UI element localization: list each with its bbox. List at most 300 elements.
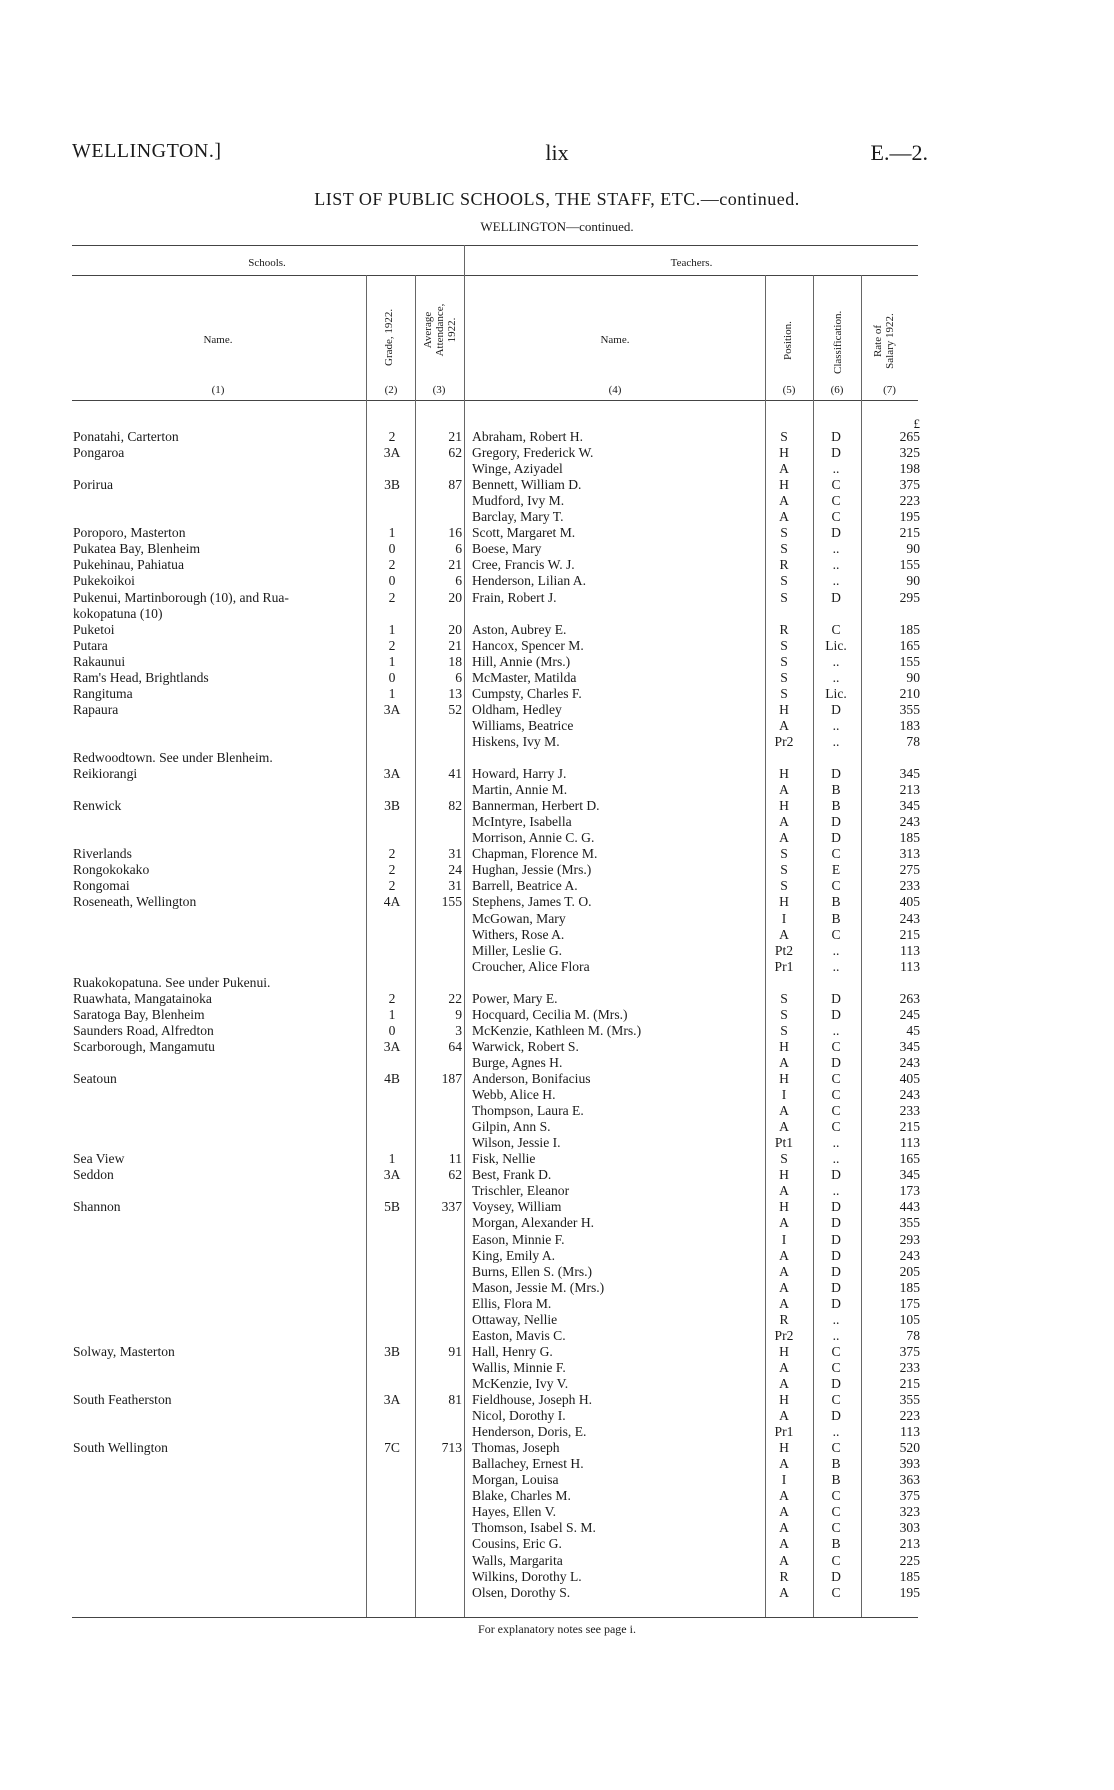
- col-number-2: (2): [384, 384, 398, 396]
- row-position: S: [780, 878, 788, 893]
- row-attendance: 22: [448, 991, 462, 1006]
- row-position: S: [780, 525, 788, 540]
- row-grade: 2: [388, 846, 396, 861]
- row-classification: D: [831, 1280, 841, 1295]
- row-position: Pr1: [774, 959, 794, 974]
- row-position: A: [779, 718, 789, 733]
- row-salary: 215: [899, 927, 920, 942]
- row-school-name: Putara: [73, 638, 108, 653]
- row-teacher-name: Barrell, Beatrice A.: [472, 878, 578, 893]
- row-teacher-name: McGowan, Mary: [472, 911, 566, 926]
- row-position: S: [780, 429, 788, 444]
- row-attendance: 62: [448, 1167, 462, 1182]
- row-grade: 0: [388, 573, 396, 588]
- row-attendance: 81: [448, 1392, 462, 1407]
- row-school-name: Shannon: [73, 1199, 121, 1214]
- row-classification: C: [831, 1039, 841, 1054]
- row-classification: D: [831, 1215, 841, 1230]
- row-teacher-name: Miller, Leslie G.: [472, 943, 563, 958]
- currency-symbol: £: [913, 416, 920, 431]
- row-classification: C: [831, 927, 841, 942]
- row-position: S: [780, 638, 788, 653]
- row-teacher-name: Fisk, Nellie: [472, 1151, 536, 1166]
- row-school-name: Rapaura: [73, 702, 119, 717]
- footnote: For explanatory notes see page i.: [478, 1622, 636, 1636]
- row-school-name: Pukenui, Martinborough (10), and Rua-: [73, 590, 289, 605]
- row-grade: 4A: [383, 894, 401, 909]
- row-teacher-name: Voysey, William: [472, 1199, 562, 1214]
- row-attendance: 21: [448, 429, 462, 444]
- row-position: A: [779, 1536, 789, 1551]
- row-position: S: [780, 590, 788, 605]
- row-teacher-name: Ballachey, Ernest H.: [472, 1456, 584, 1471]
- row-teacher-name: Hill, Annie (Mrs.): [472, 654, 571, 669]
- row-salary: 233: [899, 878, 920, 893]
- row-attendance: 187: [441, 1071, 462, 1086]
- row-classification: D: [831, 814, 841, 829]
- row-classification: Lic.: [825, 686, 847, 701]
- running-head-left: WELLINGTON.]: [72, 140, 222, 162]
- row-classification: E: [831, 862, 841, 877]
- col-number-3: (3): [432, 384, 446, 396]
- row-salary: 243: [899, 1055, 920, 1070]
- row-position: A: [779, 1520, 789, 1535]
- row-position: A: [779, 1553, 789, 1568]
- row-position: S: [780, 573, 788, 588]
- row-teacher-name: Best, Frank D.: [472, 1167, 552, 1182]
- row-school-name: Scarborough, Mangamutu: [73, 1039, 215, 1054]
- row-position: S: [780, 1007, 788, 1022]
- row-teacher-name: Boese, Mary: [472, 541, 542, 556]
- row-school-name: Saratoga Bay, Blenheim: [73, 1007, 205, 1022]
- row-school-name: Renwick: [73, 798, 122, 813]
- row-salary: 185: [899, 1569, 920, 1584]
- row-attendance: 713: [441, 1440, 462, 1455]
- row-attendance: 64: [448, 1039, 462, 1054]
- row-teacher-name: Hayes, Ellen V.: [472, 1504, 557, 1519]
- row-classification: C: [831, 1119, 841, 1134]
- row-position: H: [779, 1199, 789, 1214]
- row-position: A: [779, 1296, 789, 1311]
- row-classification: B: [831, 1472, 841, 1487]
- row-attendance: 9: [455, 1007, 462, 1022]
- row-salary: 90: [906, 670, 920, 685]
- row-salary: 245: [899, 1007, 920, 1022]
- row-classification: C: [831, 477, 841, 492]
- row-salary: 173: [899, 1183, 920, 1198]
- row-position: R: [779, 1312, 789, 1327]
- row-grade: 3A: [383, 1039, 401, 1054]
- row-classification: C: [831, 1488, 841, 1503]
- row-salary: 45: [906, 1023, 920, 1038]
- row-teacher-name: Warwick, Robert S.: [472, 1039, 579, 1054]
- row-position: S: [780, 862, 788, 877]
- row-position: H: [779, 1071, 789, 1086]
- row-attendance: 20: [448, 590, 462, 605]
- row-teacher-name: McMaster, Matilda: [472, 670, 577, 685]
- row-salary: 363: [899, 1472, 920, 1487]
- row-salary: 313: [899, 846, 920, 861]
- row-classification: B: [831, 798, 841, 813]
- row-grade: 0: [388, 1023, 396, 1038]
- row-classification: ..: [832, 943, 840, 958]
- row-salary: 215: [899, 1376, 920, 1391]
- row-teacher-name: Hancox, Spencer M.: [472, 638, 584, 653]
- page-number: lix: [545, 140, 569, 165]
- row-teacher-name: Cousins, Eric G.: [472, 1536, 562, 1551]
- row-classification: ..: [832, 1328, 840, 1343]
- row-school-name: Porirua: [73, 477, 114, 492]
- row-salary: 243: [899, 814, 920, 829]
- row-position: H: [779, 1039, 789, 1054]
- row-grade: 1: [388, 1007, 396, 1022]
- row-teacher-name: Bannerman, Herbert D.: [472, 798, 600, 813]
- row-teacher-name: Martin, Annie M.: [472, 782, 568, 797]
- row-classification: ..: [832, 718, 840, 733]
- row-attendance: 21: [448, 557, 462, 572]
- row-salary: 185: [899, 622, 920, 637]
- row-school-name: Rongomai: [73, 878, 130, 893]
- row-teacher-name: Wilkins, Dorothy L.: [472, 1569, 582, 1584]
- row-classification: C: [831, 493, 841, 508]
- page-subtitle: WELLINGTON—continued.: [480, 219, 634, 234]
- row-position: A: [779, 1280, 789, 1295]
- row-teacher-name: Blake, Charles M.: [472, 1488, 571, 1503]
- page-title: LIST OF PUBLIC SCHOOLS, THE STAFF, ETC.—continued.: [314, 189, 800, 209]
- row-salary: 375: [899, 1488, 920, 1503]
- row-grade: 2: [388, 590, 396, 605]
- row-school-name: Ponatahi, Carterton: [73, 429, 179, 444]
- row-classification: ..: [832, 734, 840, 749]
- row-position: A: [779, 1456, 789, 1471]
- row-classification: D: [831, 1167, 841, 1182]
- row-attendance: 16: [448, 525, 462, 540]
- row-grade: 2: [388, 878, 396, 893]
- row-position: Pr2: [774, 1328, 794, 1343]
- row-position: A: [779, 814, 789, 829]
- row-salary: 185: [899, 1280, 920, 1295]
- row-classification: C: [831, 878, 841, 893]
- row-classification: D: [831, 1569, 841, 1584]
- row-classification: D: [831, 1296, 841, 1311]
- row-school-name: Saunders Road, Alfredton: [73, 1023, 214, 1038]
- col-number-7: (7): [883, 384, 896, 396]
- row-grade: 0: [388, 541, 396, 556]
- row-salary: 243: [899, 1087, 920, 1102]
- row-position: H: [779, 1344, 789, 1359]
- row-teacher-name: McIntyre, Isabella: [472, 814, 572, 829]
- row-attendance: 20: [448, 622, 462, 637]
- row-school-name: Pongaroa: [73, 445, 125, 460]
- row-teacher-name: Hall, Henry G.: [472, 1344, 553, 1359]
- row-position: H: [779, 1167, 789, 1182]
- row-salary: 375: [899, 1344, 920, 1359]
- row-grade: 2: [388, 429, 396, 444]
- row-classification: D: [831, 1199, 841, 1214]
- row-teacher-name: Burge, Agnes H.: [472, 1055, 563, 1070]
- row-school-name: Ruawhata, Mangatainoka: [73, 991, 212, 1006]
- table-bottom-rule: [72, 1617, 918, 1618]
- col-header-position: Position.: [782, 321, 794, 360]
- row-classification: ..: [832, 1023, 840, 1038]
- row-salary: 215: [899, 525, 920, 540]
- row-position: S: [780, 686, 788, 701]
- row-grade: 7C: [384, 1440, 400, 1455]
- row-classification: C: [831, 509, 841, 524]
- row-position: I: [781, 1087, 787, 1102]
- row-salary: 263: [899, 991, 920, 1006]
- row-position: R: [779, 1569, 789, 1584]
- row-salary: 198: [899, 461, 920, 476]
- row-salary: 90: [906, 541, 920, 556]
- col-header-school-name: Name.: [203, 334, 233, 346]
- row-school-name: Reikiorangi: [73, 766, 138, 781]
- row-salary: 113: [900, 1424, 920, 1439]
- row-salary: 323: [899, 1504, 920, 1519]
- row-salary: 243: [899, 911, 920, 926]
- row-position: H: [779, 445, 789, 460]
- row-teacher-name: Croucher, Alice Flora: [472, 959, 590, 974]
- row-classification: ..: [832, 654, 840, 669]
- col-number-4: (4): [608, 384, 622, 396]
- row-salary: 233: [899, 1103, 920, 1118]
- row-position: Pr1: [774, 1424, 794, 1439]
- row-salary: 205: [899, 1264, 920, 1279]
- row-classification: C: [831, 846, 841, 861]
- row-salary: 225: [899, 1553, 920, 1568]
- row-salary: 275: [899, 862, 920, 877]
- col-header-attendance: Average Attendance, 1922.: [422, 303, 458, 357]
- row-grade: 3A: [383, 1167, 401, 1182]
- row-teacher-name: Henderson, Lilian A.: [472, 573, 587, 588]
- row-school-name: Seatoun: [73, 1071, 117, 1086]
- row-salary: 78: [906, 734, 920, 749]
- row-salary: 345: [899, 1039, 920, 1054]
- row-teacher-name: Trischler, Eleanor: [472, 1183, 570, 1198]
- row-position: A: [779, 1585, 789, 1600]
- row-classification: C: [831, 1103, 841, 1118]
- row-teacher-name: Abraham, Robert H.: [472, 429, 583, 444]
- row-salary: 78: [906, 1328, 920, 1343]
- row-classification: D: [831, 1408, 841, 1423]
- row-grade: 2: [388, 862, 396, 877]
- row-school-name: Pukatea Bay, Blenheim: [73, 541, 201, 556]
- row-teacher-name: Thomas, Joseph: [472, 1440, 560, 1455]
- row-classification: B: [831, 1456, 841, 1471]
- row-teacher-name: Bennett, William D.: [472, 477, 582, 492]
- row-grade: 2: [388, 557, 396, 572]
- row-salary: 325: [899, 445, 920, 460]
- row-school-name: South Wellington: [73, 1440, 168, 1455]
- row-position: S: [780, 846, 788, 861]
- row-classification: D: [831, 702, 841, 717]
- row-attendance: 62: [448, 445, 462, 460]
- row-salary: 165: [899, 638, 920, 653]
- row-classification: D: [831, 445, 841, 460]
- row-teacher-name: Eason, Minnie F.: [472, 1232, 565, 1247]
- row-salary: 375: [899, 477, 920, 492]
- row-salary: 215: [899, 1119, 920, 1134]
- col-number-1: (1): [211, 384, 225, 396]
- row-salary: 183: [899, 718, 920, 733]
- row-position: R: [779, 622, 789, 637]
- row-teacher-name: Fieldhouse, Joseph H.: [472, 1392, 593, 1407]
- row-teacher-name: King, Emily A.: [472, 1248, 556, 1263]
- row-teacher-name: Winge, Aziyadel: [472, 461, 563, 476]
- row-attendance: 3: [455, 1023, 462, 1038]
- row-position: A: [779, 1488, 789, 1503]
- row-position: A: [779, 1360, 789, 1375]
- row-grade: 2: [388, 991, 396, 1006]
- row-grade: 1: [388, 654, 396, 669]
- col-header-classification: Classification.: [832, 310, 844, 374]
- row-teacher-name: Morgan, Alexander H.: [472, 1215, 595, 1230]
- row-school-name: Pukekoikoi: [73, 573, 135, 588]
- row-salary: 223: [899, 1408, 920, 1423]
- row-classification: D: [831, 1007, 841, 1022]
- row-classification: B: [831, 1536, 841, 1551]
- group-header-schools: Schools.: [248, 257, 286, 269]
- row-teacher-name: Aston, Aubrey E.: [472, 622, 567, 637]
- row-school-name: Solway, Masterton: [73, 1344, 175, 1359]
- row-salary: 355: [899, 1392, 920, 1407]
- row-classification: ..: [832, 1183, 840, 1198]
- row-salary: 185: [899, 830, 920, 845]
- row-position: Pt2: [774, 943, 794, 958]
- row-attendance: 82: [448, 798, 462, 813]
- row-grade: 3B: [384, 1344, 400, 1359]
- row-grade: 5B: [384, 1199, 400, 1214]
- row-attendance: 6: [455, 541, 462, 556]
- row-attendance: 87: [448, 477, 462, 492]
- row-classification: D: [831, 1264, 841, 1279]
- row-classification: D: [831, 830, 841, 845]
- row-salary: 405: [899, 1071, 920, 1086]
- row-position: I: [781, 911, 787, 926]
- row-teacher-name: Olsen, Dorothy S.: [472, 1585, 571, 1600]
- row-attendance: 31: [448, 878, 462, 893]
- row-school-name: Sea View: [73, 1151, 125, 1166]
- row-teacher-name: Ottaway, Nellie: [472, 1312, 558, 1327]
- row-position: A: [779, 493, 789, 508]
- row-grade: 1: [388, 1151, 396, 1166]
- row-attendance: 6: [455, 670, 462, 685]
- row-salary: 233: [899, 1360, 920, 1375]
- row-grade: 3A: [383, 445, 401, 460]
- row-salary: 113: [900, 959, 920, 974]
- row-classification: C: [831, 1553, 841, 1568]
- row-salary: 265: [899, 429, 920, 444]
- row-classification: Lic.: [825, 638, 847, 653]
- row-teacher-name: Barclay, Mary T.: [472, 509, 564, 524]
- row-position: A: [779, 1504, 789, 1519]
- row-position: S: [780, 654, 788, 669]
- row-teacher-name: Thompson, Laura E.: [472, 1103, 584, 1118]
- row-teacher-name: Henderson, Doris, E.: [472, 1424, 587, 1439]
- row-classification: C: [831, 1392, 841, 1407]
- row-teacher-name: Cumpsty, Charles F.: [472, 686, 582, 701]
- row-classification: ..: [832, 670, 840, 685]
- row-position: A: [779, 1215, 789, 1230]
- row-teacher-name: McKenzie, Ivy V.: [472, 1376, 569, 1391]
- row-teacher-name: Easton, Mavis C.: [472, 1328, 566, 1343]
- row-position: A: [779, 461, 789, 476]
- row-classification: C: [831, 622, 841, 637]
- row-attendance: 31: [448, 846, 462, 861]
- row-position: A: [779, 1248, 789, 1263]
- row-classification: D: [831, 1248, 841, 1263]
- row-position: Pr2: [774, 734, 794, 749]
- row-salary: 175: [899, 1296, 920, 1311]
- row-position: A: [779, 1119, 789, 1134]
- row-teacher-name: Hocquard, Cecilia M. (Mrs.): [472, 1007, 628, 1022]
- row-attendance: 11: [448, 1151, 462, 1166]
- row-teacher-name: Chapman, Florence M.: [472, 846, 598, 861]
- row-school-name: Redwoodtown. See under Blenheim.: [73, 750, 273, 765]
- row-position: I: [781, 1232, 787, 1247]
- row-salary: 165: [899, 1151, 920, 1166]
- row-teacher-name: Anderson, Bonifacius: [472, 1071, 591, 1086]
- row-salary: 90: [906, 573, 920, 588]
- row-teacher-name: Power, Mary E.: [472, 991, 558, 1006]
- row-school-name: Poroporo, Masterton: [73, 525, 186, 540]
- row-school-name: Ram's Head, Brightlands: [73, 670, 209, 685]
- row-position: A: [779, 927, 789, 942]
- row-teacher-name: Thomson, Isabel S. M.: [472, 1520, 596, 1535]
- row-teacher-name: Frain, Robert J.: [472, 590, 557, 605]
- row-grade: 3A: [383, 1392, 401, 1407]
- row-attendance: 41: [448, 766, 462, 781]
- row-classification: D: [831, 590, 841, 605]
- row-school-name: Seddon: [73, 1167, 114, 1182]
- row-position: H: [779, 1440, 789, 1455]
- row-position: A: [779, 1376, 789, 1391]
- row-salary: 520: [899, 1440, 920, 1455]
- row-attendance: 24: [448, 862, 462, 877]
- row-position: A: [779, 1408, 789, 1423]
- row-teacher-name: McKenzie, Kathleen M. (Mrs.): [472, 1023, 642, 1038]
- row-position: S: [780, 541, 788, 556]
- row-classification: D: [831, 429, 841, 444]
- row-salary: 295: [899, 590, 920, 605]
- row-position: A: [779, 830, 789, 845]
- row-classification: D: [831, 525, 841, 540]
- row-teacher-name: Withers, Rose A.: [472, 927, 565, 942]
- row-teacher-name: Morrison, Annie C. G.: [472, 830, 595, 845]
- row-position: A: [779, 509, 789, 524]
- row-school-name: Pukehinau, Pahiatua: [73, 557, 184, 572]
- row-salary: 345: [899, 1167, 920, 1182]
- row-salary: 443: [899, 1199, 920, 1214]
- row-grade: 3B: [384, 477, 400, 492]
- row-salary: 303: [899, 1520, 920, 1535]
- row-attendance: 91: [448, 1344, 462, 1359]
- row-salary: 345: [899, 766, 920, 781]
- running-head-right: E.—2.: [870, 140, 928, 165]
- row-position: A: [779, 1264, 789, 1279]
- row-attendance: 13: [448, 686, 462, 701]
- row-classification: C: [831, 1504, 841, 1519]
- row-teacher-name: Morgan, Louisa: [472, 1472, 559, 1487]
- row-classification: D: [831, 1232, 841, 1247]
- row-salary: 223: [899, 493, 920, 508]
- row-position: A: [779, 1055, 789, 1070]
- row-classification: ..: [832, 959, 840, 974]
- row-position: H: [779, 766, 789, 781]
- row-salary: 293: [899, 1232, 920, 1247]
- row-school-name: kokopatuna (10): [73, 606, 163, 621]
- row-teacher-name: Scott, Margaret M.: [472, 525, 576, 540]
